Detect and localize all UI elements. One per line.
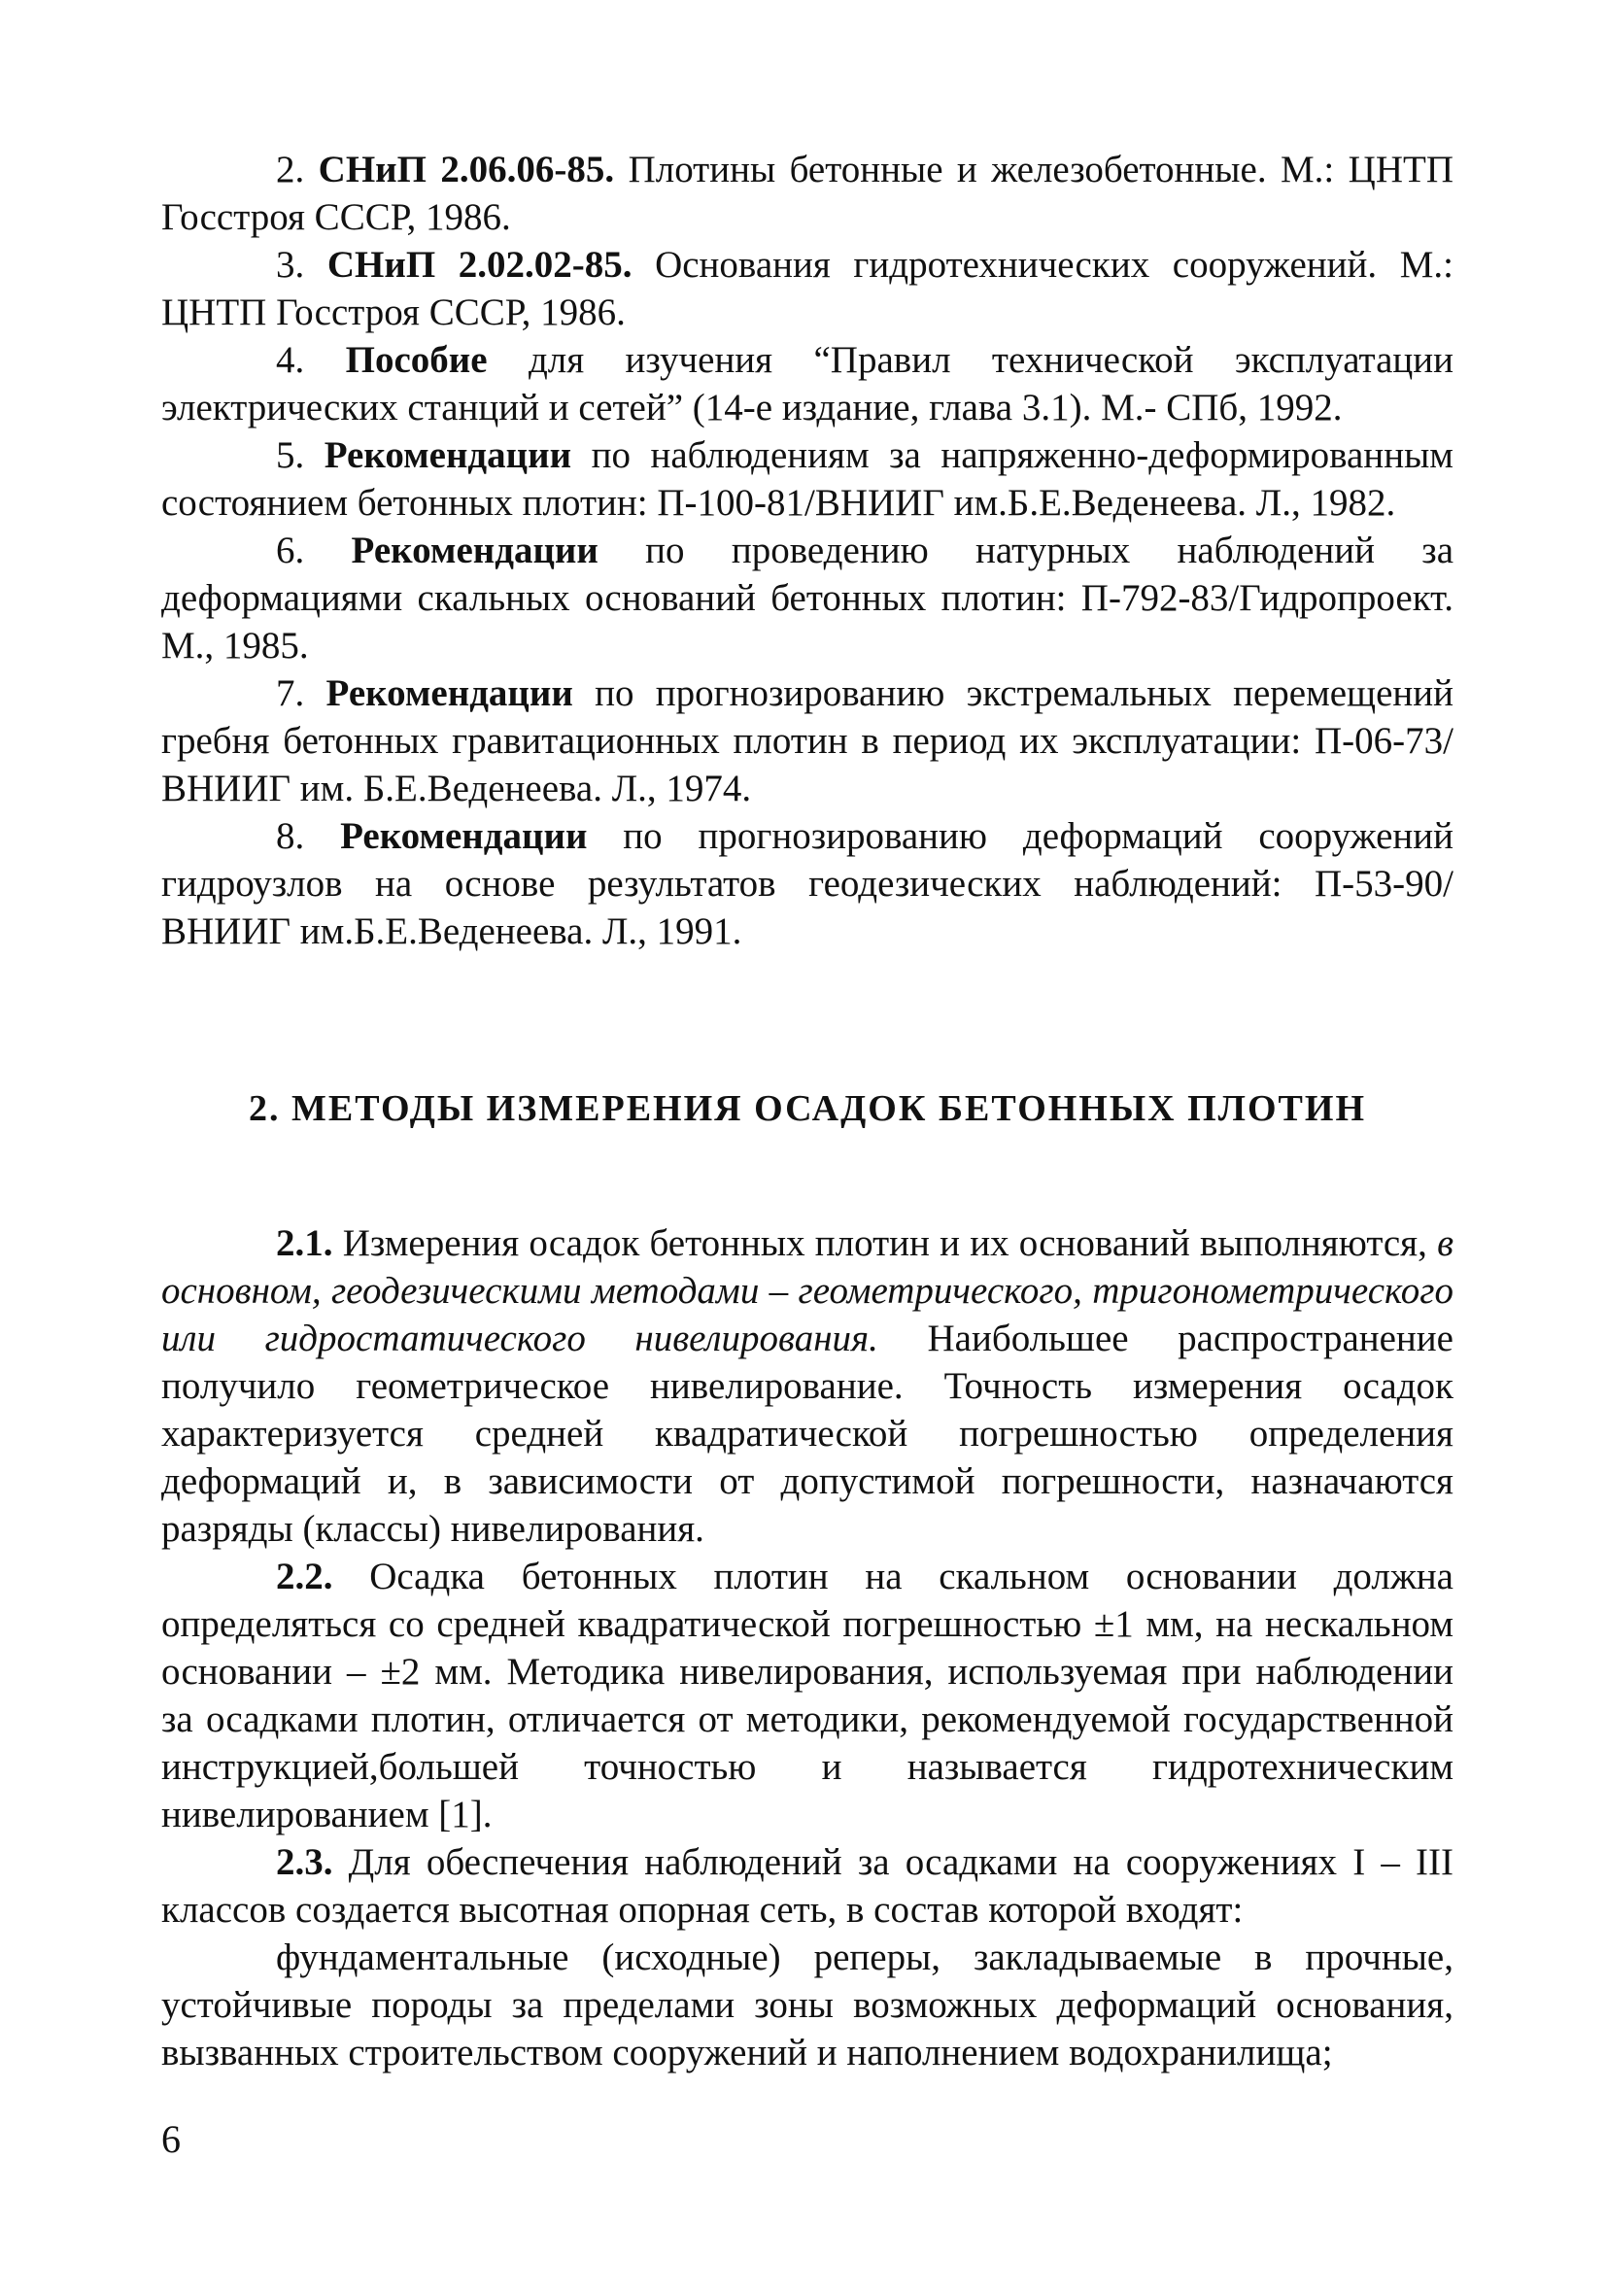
reference-title: Рекомендации [325,672,573,714]
reference-title: СНиП 2.06.06-85. [318,149,615,190]
page-number: 6 [161,2117,181,2161]
reference-title: Рекомендации [340,815,588,857]
reference-title: Пособие [345,339,488,381]
paragraph-list-item: фундаментальные (исходные) реперы, закладываемые в прочные, устойчивые породы за пределами зоны возможных деформаций основания, вызванных строительством сооружений и наполнением водохранилища; [161,1936,1453,2073]
paragraph-2-3: 2.3. Для обеспечения наблюдений за осадками на сооружениях I – III классов создается высотная опорная сеть, в состав которой входят: [161,1841,1453,1931]
reference-item-3: 3. СНиП 2.02.02-85. Основания гидротехнических сооружений. М.: ЦНТП Госстроя СССР, 1986. [161,244,1454,333]
reference-item-4: 4. Пособие для изучения “Правил технической эксплуатации электрических станций и сетей” (14-е издание, глава 3.1). М.- СПб, 1992. [161,339,1453,428]
reference-title: Рекомендации [351,530,598,571]
italic-text: в основном, геодезическими методами – геометрического, тригонометрического или гидростатического нивелирования. [161,1222,1453,1359]
reference-list [161,146,1453,955]
reference-item-2: 2. СНиП 2.06.06-85. Плотины бетонные и железобетонные. М.: ЦНТП Госстроя СССР, 1986. [161,149,1453,238]
reference-title: СНиП 2.02.02-85. [326,244,633,286]
document-page [161,146,1453,2076]
reference-title: Рекомендации [324,434,572,476]
reference-item-7: 7. Рекомендации по прогнозированию экстремальных перемещений гребня бетонных гравитационных плотин в период их эксплуатации: П-06-73/ ВНИИГ им. Б.Е.Веденеева. Л., 1974. [161,672,1454,809]
reference-item-5: 5. Рекомендации по наблюдениям за напряженно-деформированным состоянием бетонных плотин: П-100-81/ВНИИГ им.Б.Е.Веденеева. Л., 1982. [161,434,1453,524]
reference-item-8: 8. Рекомендации по прогнозированию деформаций сооружений гидроузлов на основе результатов геодезических наблюдений: П-53-90/ ВНИИГ им.Б.Е.Веденеева. Л., 1991. [161,815,1454,952]
section-heading: 2. МЕТОДЫ ИЗМЕРЕНИЯ ОСАДОК БЕТОННЫХ ПЛОТИН [248,1088,1367,1129]
paragraph-2-1: 2.1. Измерения осадок бетонных плотин и их оснований выполняются, в основном, геодезическими методами – геометрического, тригонометрического или гидростатического нивелирования. Наибольшее распространение получило геометрическое нивелирование. Точность измерения осадок характеризуется средней квадратической погрешностью определения деформаций и, в зависимости от допустимой погрешности, назначаются разряды (классы) нивелирования. [161,1222,1453,1550]
reference-item-6: 6. Рекомендации по проведению натурных наблюдений за деформациями скальных оснований бетонных плотин: П-792-83/Гидропроект. М., 1985. [161,530,1454,667]
paragraph-2-2: 2.2. Осадка бетонных плотин на скальном основании должна определяться со средней квадратической погрешностью ±1 мм, на нескальном основании – ±2 мм. Методика нивелирования, используемая при наблюдении за осадками плотин, отличается от методики, рекомендуемой государственной инструкцией,большей точностью и называется гидротехническим нивелированием [1]. [161,1556,1453,1835]
section-body [161,1219,1453,2076]
paragraph-number: 2.3. [276,1841,333,1883]
paragraph-number: 2.2. [276,1556,333,1597]
paragraph-number: 2.1. [276,1222,333,1264]
